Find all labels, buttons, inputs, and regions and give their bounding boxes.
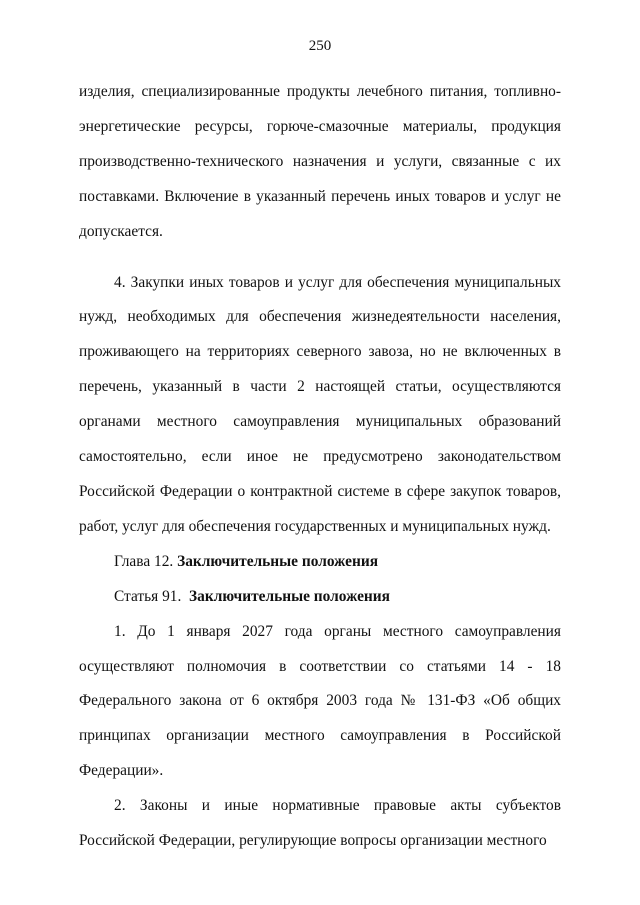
chapter-heading [79, 545, 561, 580]
paragraph-list-continuation: изделия, специализированные продукты лечебного питания, топливно-энергетические ресурсы, горюче-смазочные материалы, продукция производственно-технического назначения и услуги, связанные с их поставками. Включение в указанный перечень иных товаров и услуг не допускается. [79, 83, 561, 240]
article-prefix: Статья 91. [114, 587, 182, 605]
article-heading [79, 580, 561, 615]
page-number: 250 [308, 38, 332, 54]
article-title: Заключительные положения [189, 587, 390, 605]
paragraph-article-91-part-2: 2. Законы и иные нормативные правовые акты субъектов Российской Федерации, регулирующие вопросы организации местного [79, 797, 561, 850]
chapter-prefix: Глава 12. [114, 552, 174, 570]
chapter-title: Заключительные положения [177, 552, 379, 570]
paragraph-item-4: 4. Закупки иных товаров и услуг для обеспечения муниципальных нужд, необходимых для обеспечения жизнедеятельности населения, проживающего на территориях северного завоза, но не включенных в перечень, указанный в части 2 настоящей статьи, осуществляются органами местного самоуправления муниципальных образований самостоятельно, если иное не предусмотрено законодательством Российской Федерации о контрактной системе в сфере закупок товаров, работ, услуг для обеспечения государственных и муниципальных нужд. [79, 273, 561, 535]
paragraph-article-91-part-1: 1. До 1 января 2027 года органы местного самоуправления осуществляют полномочия в соответствии со статьями 14 - 18 Федерального закона от 6 октября 2003 года № 131-ФЗ «Об общих принципах организации местного самоуправления в Российской Федерации». [79, 622, 561, 780]
